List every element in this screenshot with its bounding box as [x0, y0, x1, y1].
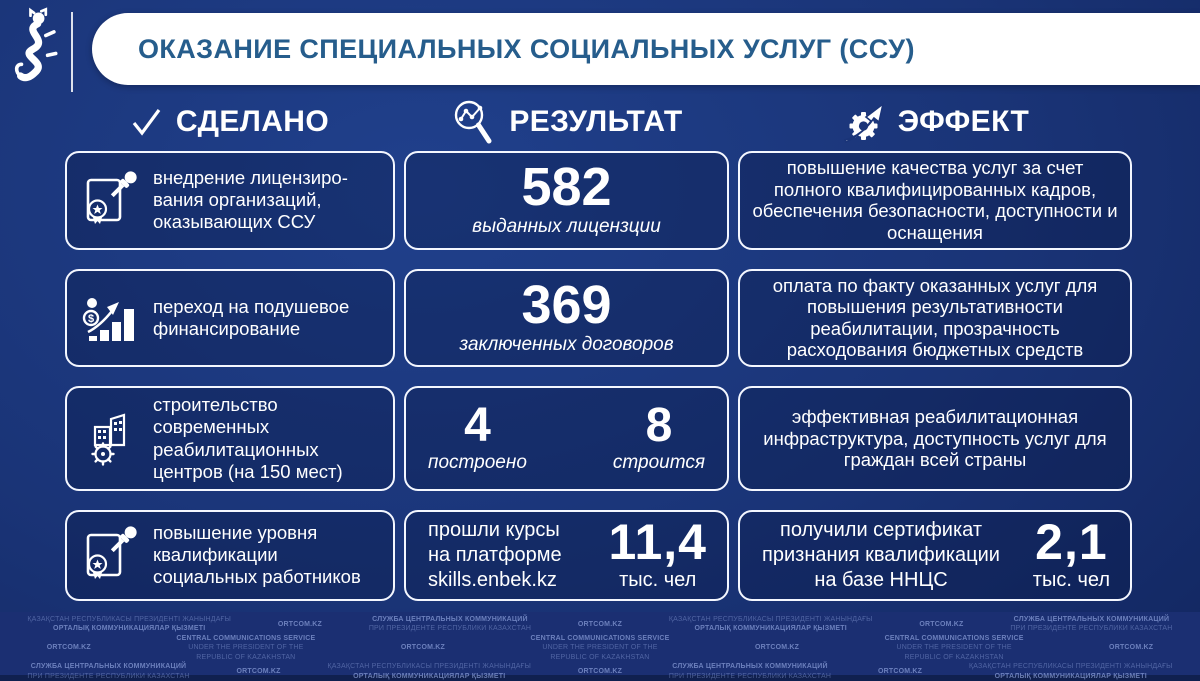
result-caption: строится: [612, 452, 705, 474]
watermark-block-ru: СЛУЖБА ЦЕНТРАЛЬНЫХ КОММУНИКАЦИЙ ПРИ ПРЕЗИДЕНТЕ РЕСПУБЛИКИ КАЗАХСТАН: [368, 616, 532, 633]
watermark-block-kz: ҚАЗАҚСТАН РЕСПУБЛИКАСЫ ПРЕЗИДЕНТІ ЖАНЫНДАҒЫ ОРТАЛЫҚ КОММУНИКАЦИЯЛАР ҚЫЗМЕТІ: [968, 663, 1173, 680]
result-caption: заключенных договоров: [459, 333, 674, 355]
gear-arrow-icon: [841, 100, 885, 144]
result-value: 4: [464, 398, 491, 452]
effect-text: повышение качества услуг за счет полного квалифицированных кадров, обеспечения безопасности, доступности и оснащения: [752, 157, 1118, 243]
effect-card-quality: [738, 151, 1132, 250]
result-value: 369: [521, 274, 612, 335]
done-card-qualification: [65, 510, 395, 601]
result-pair-building: [612, 398, 705, 475]
result-value: 582: [521, 157, 612, 218]
header-divider: [71, 12, 73, 92]
watermark-block-site: ORTCOM.KZ: [919, 620, 964, 628]
certificate-stamp-icon: [77, 526, 143, 584]
watermark-block-site: ORTCOM.KZ: [877, 667, 923, 675]
watermark-block-site: ORTCOM.KZ: [1109, 644, 1154, 652]
column-header-label: ЭФФЕКТ: [897, 105, 1030, 138]
effect-card-payment: [738, 269, 1132, 368]
watermark-block-ru: СЛУЖБА ЦЕНТРАЛЬНЫХ КОММУНИКАЦИЙ ПРИ ПРЕЗИДЕНТЕ РЕСПУБЛИКИ КАЗАХСТАН: [668, 663, 832, 680]
effect-text: получили сертификат признания квалификации на базе ННЦС: [762, 518, 1000, 591]
watermark-row: [4, 662, 1196, 681]
watermark-block-kz: ҚАЗАҚСТАН РЕСПУБЛИКАСЫ ПРЕЗИДЕНТІ ЖАНЫНДАҒЫ ОРТАЛЫҚ КОММУНИКАЦИЯЛАР ҚЫЗМЕТІ: [668, 616, 873, 633]
effect-unit: тыс. чел: [1032, 568, 1110, 591]
effect-number-block: [1032, 514, 1110, 592]
certificate-stamp-icon: [77, 171, 143, 229]
effect-text: оплата по факту оказанных услуг для повышения результативности реабилитации, прозрачность расходования бюджетных средств: [772, 274, 1098, 361]
watermark-block-kz: ҚАЗАҚСТАН РЕСПУБЛИКАСЫ ПРЕЗИДЕНТІ ЖАНЫНДАҒЫ ОРТАЛЫҚ КОММУНИКАЦИЯЛАР ҚЫЗМЕТІ: [27, 616, 232, 633]
effect-card-certificates: [738, 510, 1132, 601]
watermark-block-ru: СЛУЖБА ЦЕНТРАЛЬНЫХ КОММУНИКАЦИЙ ПРИ ПРЕЗИДЕНТЕ РЕСПУБЛИКИ КАЗАХСТАН: [27, 663, 190, 680]
done-card-construction: [65, 386, 395, 491]
result-caption: построено: [428, 452, 527, 474]
result-unit: тыс. чел: [619, 568, 697, 591]
column-header-done: [65, 98, 395, 146]
watermark-row: [4, 634, 1196, 662]
building-gear-icon: [77, 410, 143, 468]
effect-value: 2,1: [1035, 514, 1108, 571]
watermark-block-ru: СЛУЖБА ЦЕНТРАЛЬНЫХ КОММУНИКАЦИЙ ПРИ ПРЕЗИДЕНТЕ РЕСПУБЛИКИ КАЗАХСТАН: [1010, 616, 1173, 633]
watermark-block-en: CENTRAL COMMUNICATIONS SERVICE UNDER THE PRESIDENT OF THE REPUBLIC OF KAZAKHSTAN: [530, 634, 670, 661]
growth-finance-icon: [77, 289, 143, 347]
result-card-centers: [404, 386, 729, 491]
result-caption: выданных лицензции: [472, 216, 661, 238]
watermark-block-site: ORTCOM.KZ: [400, 644, 446, 652]
watermark-block-kz: ҚАЗАҚСТАН РЕСПУБЛИКАСЫ ПРЕЗИДЕНТІ ЖАНЫНДАҒЫ ОРТАЛЫҚ КОММУНИКАЦИЯЛАР ҚЫЗМЕТІ: [327, 663, 532, 680]
svg-text:$: $: [87, 312, 95, 325]
column-headers: [65, 98, 1132, 146]
done-card-text: внедрение лицензиро-вания организаций, оказывающих ССУ: [153, 167, 348, 233]
watermark-block-site: ORTCOM.KZ: [46, 644, 91, 652]
result-value: 11,4: [608, 514, 707, 571]
watermark-block-en: CENTRAL COMMUNICATIONS SERVICE UNDER THE PRESIDENT OF THE REPUBLIC OF KAZAKHSTAN: [176, 634, 316, 661]
result-card-courses: [404, 510, 729, 601]
result-pair-built: [428, 398, 527, 475]
page-title: ОКАЗАНИЕ СПЕЦИАЛЬНЫХ СОЦИАЛЬНЫХ УСЛУГ (ССУ): [138, 33, 915, 64]
column-header-label: СДЕЛАНО: [175, 105, 330, 138]
watermark-block-en: CENTRAL COMMUNICATIONS SERVICE UNDER THE PRESIDENT OF THE REPUBLIC OF KAZAKHSTAN: [884, 634, 1024, 661]
effect-text: эффективная реабилитационная инфраструктура, доступность услуг для граждан всей страны: [763, 406, 1107, 471]
done-card-text: переход на подушевое финансирование: [153, 295, 350, 339]
effect-card-infrastructure: [738, 386, 1132, 491]
title-banner: [92, 13, 1200, 85]
watermark-block-site: ORTCOM.KZ: [754, 644, 800, 652]
check-icon: [131, 106, 163, 138]
watermark-row: [4, 615, 1196, 634]
magnifier-chart-icon: [450, 98, 496, 146]
result-card-contracts: [404, 269, 729, 368]
cards-grid: [65, 151, 1132, 591]
watermark-block-site: ORTCOM.KZ: [236, 667, 281, 675]
watermark-block-site: ORTCOM.KZ: [577, 620, 623, 628]
result-value: 8: [645, 398, 673, 452]
done-card-financing: [65, 269, 395, 368]
column-header-effect: [738, 98, 1132, 146]
watermark-strip: [0, 612, 1200, 680]
watermark-block-site: ORTCOM.KZ: [577, 667, 623, 675]
result-number-block: [608, 514, 707, 592]
result-card-licenses: [404, 151, 729, 250]
column-header-result: [404, 98, 729, 146]
done-card-text: повышение уровня квалификации социальных работников: [153, 522, 361, 588]
done-card-text: строительство современных реабилитационных центров (на 150 мест): [153, 394, 343, 482]
result-text: прошли курсы на платформе skills.enbek.kz: [428, 518, 562, 591]
done-card-licensing: [65, 151, 395, 250]
snow-leopard-logo-icon: [8, 5, 62, 93]
column-header-label: РЕЗУЛЬТАТ: [509, 105, 683, 138]
watermark-block-site: ORTCOM.KZ: [277, 620, 323, 628]
